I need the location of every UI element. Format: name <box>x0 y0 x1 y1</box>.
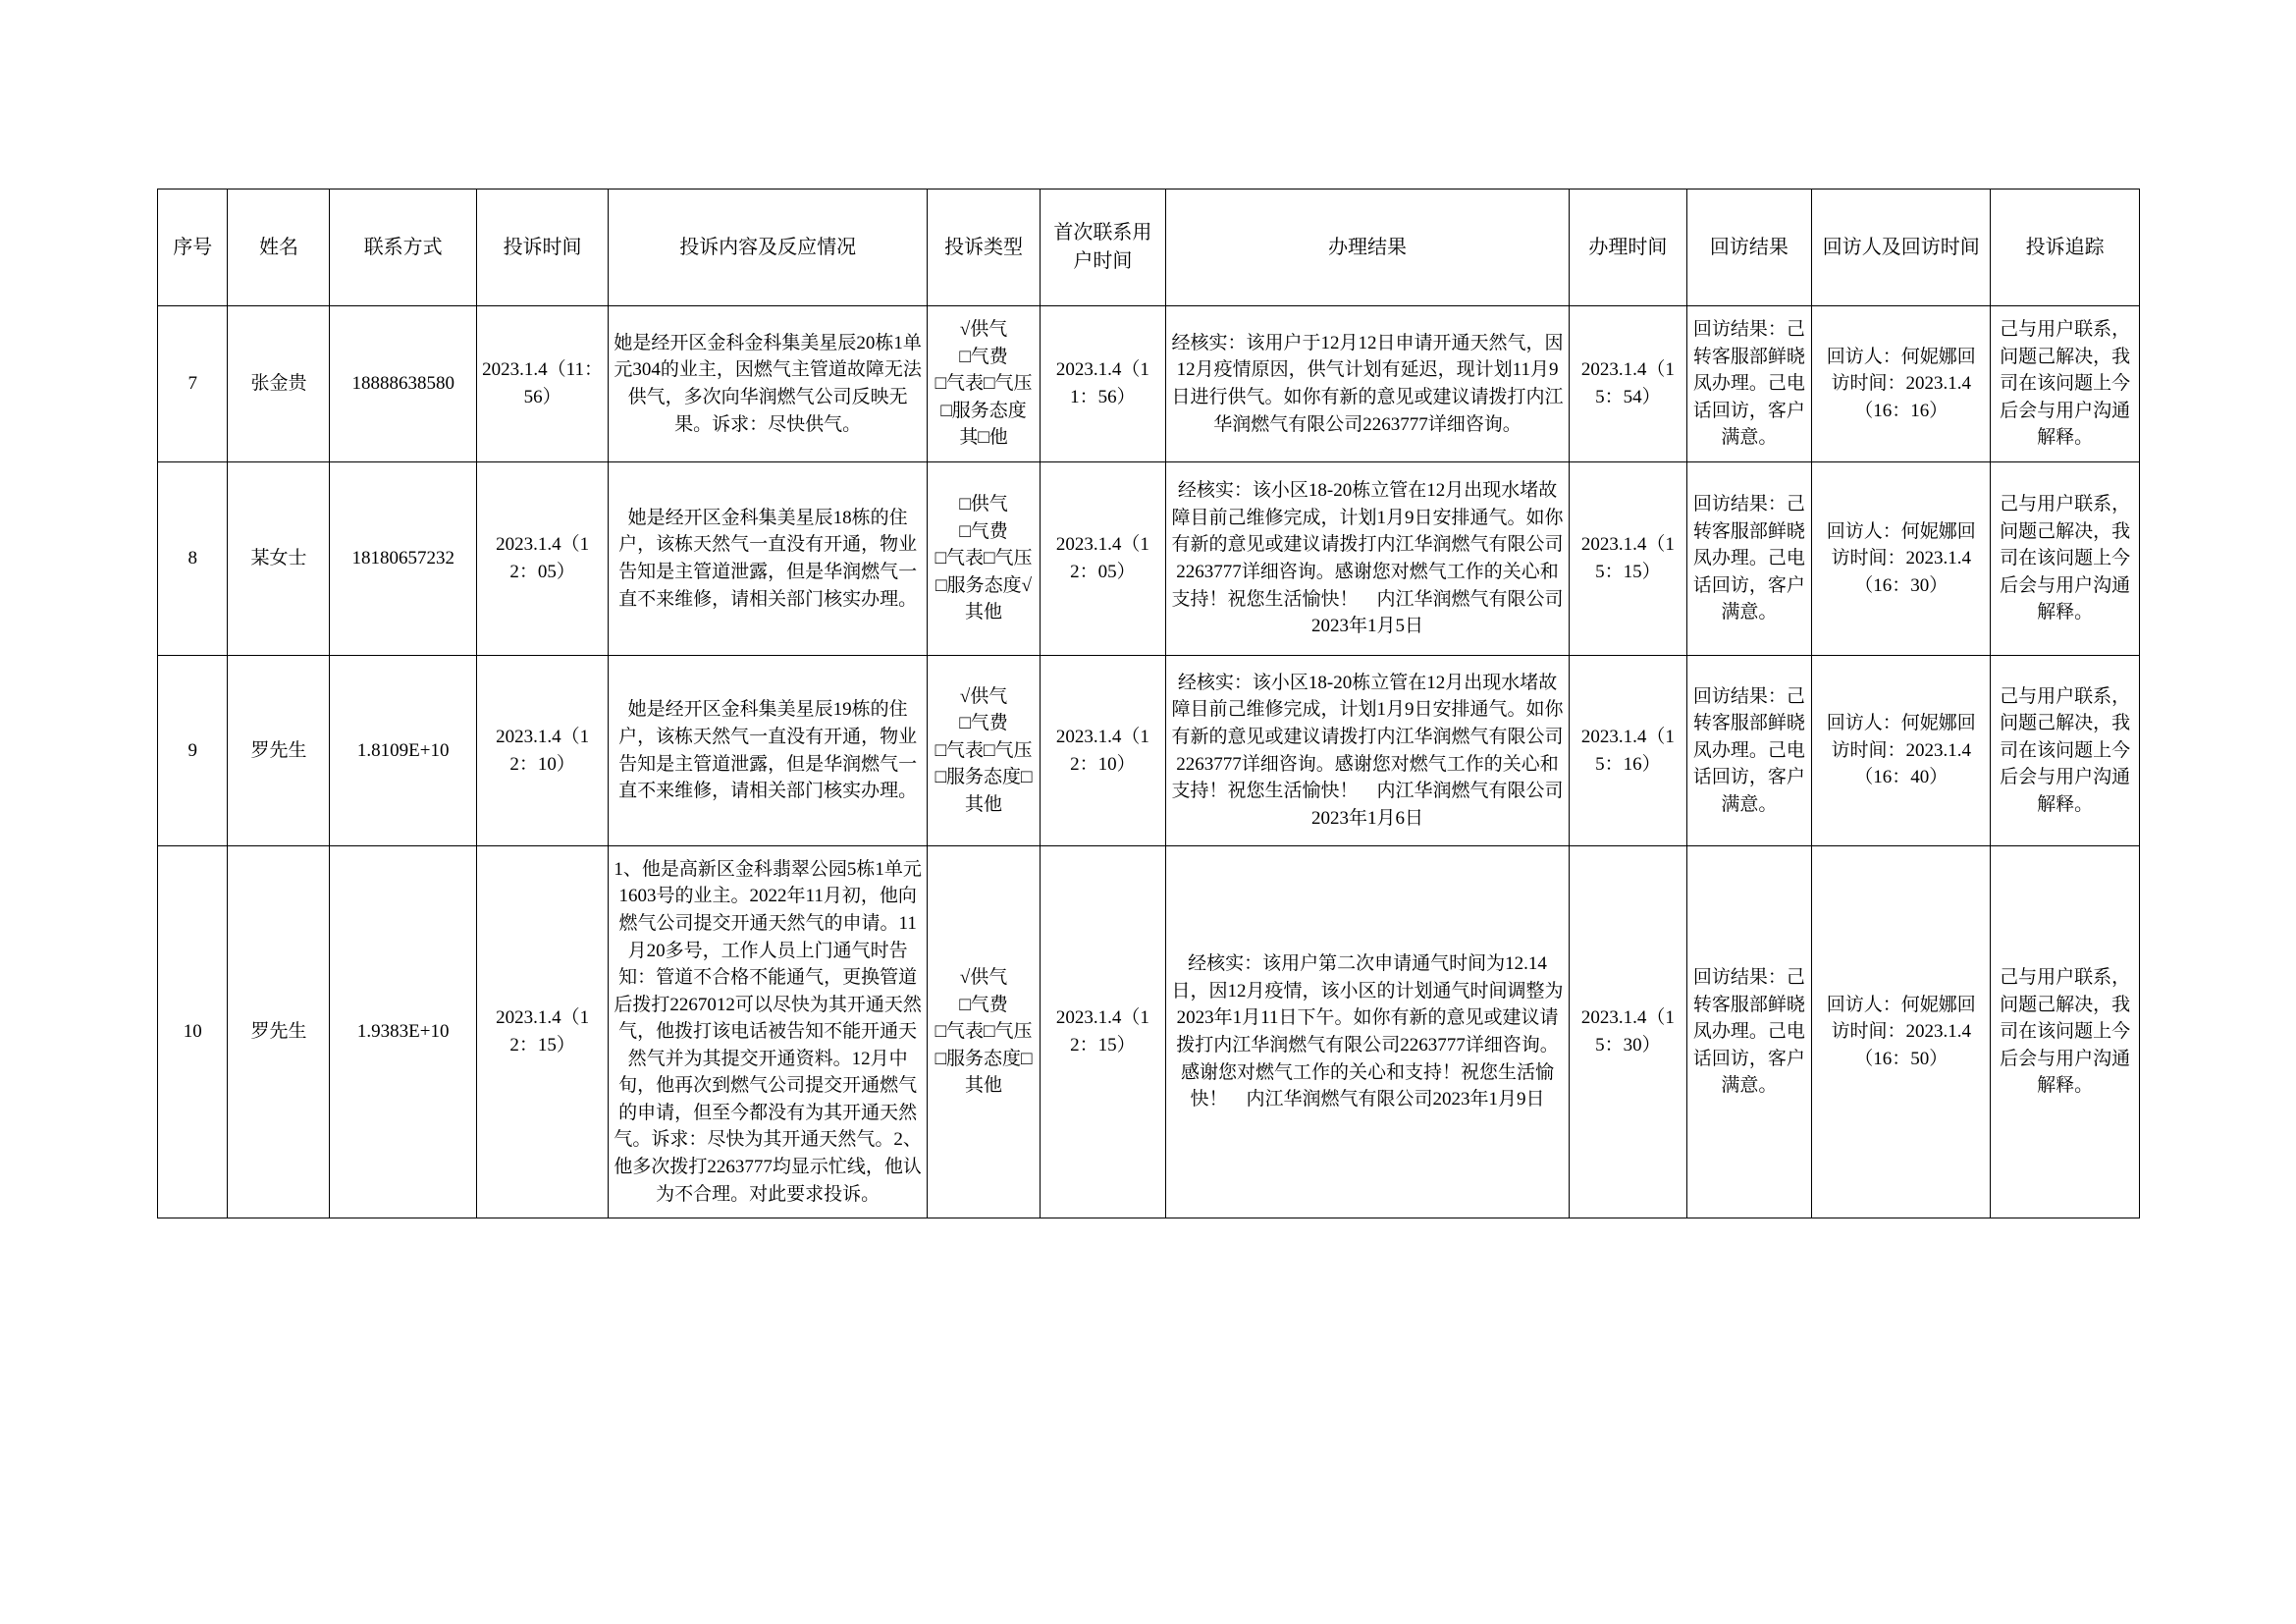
cell-handle-time: 2023.1.4（15：30） <box>1570 846 1686 1218</box>
cell-complaint-time: 2023.1.4（11：56） <box>476 306 608 462</box>
header-seq: 序号 <box>158 189 228 306</box>
type-option: □气表□气压 □服务态度□其他 <box>934 739 1033 815</box>
cell-result: 经核实：该用户于12月12日申请开通天然气，因12月疫情原因，供气计划有延迟，现计划11月9日进行供气。如你有新的意见或建议请拨打内江华润燃气有限公司2263777详细咨询。 <box>1165 306 1570 462</box>
header-first-contact-time: 首次联系用户时间 <box>1040 189 1165 306</box>
type-option: □气费 <box>959 994 1008 1015</box>
header-result: 办理结果 <box>1165 189 1570 306</box>
cell-complaint-time: 2023.1.4（12：05） <box>476 462 608 656</box>
type-option: □气表□气压 □服务态度√其他 <box>934 548 1033 623</box>
cell-handle-time: 2023.1.4（15：16） <box>1570 656 1686 846</box>
cell-phone: 1.9383E+10 <box>330 846 476 1218</box>
header-handle-time: 办理时间 <box>1570 189 1686 306</box>
cell-name: 罗先生 <box>228 656 330 846</box>
complaints-table <box>157 189 2140 1218</box>
cell-result: 经核实：该小区18-20栋立管在12月出现水堵故障目前己维修完成，计划1月9日安排通气。如你有新的意见或建议请拨打内江华润燃气有限公司2263777详细咨询。感谢您对燃气工作的关心和支持！祝您生活愉快！ 内江华润燃气有限公司2023年1月6日 <box>1165 656 1570 846</box>
header-content: 投诉内容及反应情况 <box>609 189 928 306</box>
cell-type <box>928 846 1041 1218</box>
cell-seq: 9 <box>158 656 228 846</box>
cell-visitor-time: 回访人：何妮娜回访时间：2023.1.4（16：50） <box>1812 846 1991 1218</box>
cell-trace: 己与用户联系，问题己解决，我司在该问题上今后会与用户沟通解释。 <box>1991 846 2140 1218</box>
cell-visit-result: 回访结果：己转客服部鲜晓凤办理。己电话回访，客户满意。 <box>1686 462 1812 656</box>
type-option: √供气 <box>959 319 1008 341</box>
cell-phone: 18888638580 <box>330 306 476 462</box>
cell-trace: 己与用户联系，问题己解决，我司在该问题上今后会与用户沟通解释。 <box>1991 462 2140 656</box>
header-type: 投诉类型 <box>928 189 1041 306</box>
header-trace: 投诉追踪 <box>1991 189 2140 306</box>
cell-trace: 己与用户联系，问题己解决，我司在该问题上今后会与用户沟通解释。 <box>1991 306 2140 462</box>
cell-content: 她是经开区金科金科集美星辰20栋1单元304的业主，因燃气主管道故障无法供气，多次向华润燃气公司反映无果。诉求：尽快供气。 <box>609 306 928 462</box>
cell-content: 1、他是高新区金科翡翠公园5栋1单元1603号的业主。2022年11月初，他向燃气公司提交开通天然气的申请。11月20多号，工作人员上门通气时告知：管道不合格不能通气，更换管道后拨打2267012可以尽快为其开通天然气，他拨打该电话被告知不能开通天然气并为其提交开通资料。12月中旬，他再次到燃气公司提交开通燃气的申请，但至今都没有为其开通天然气。诉求：尽快为其开通天然气。2、他多次拨打2263777均显示忙线，他认为不合理。对此要求投诉。 <box>609 846 928 1218</box>
table-row <box>158 462 2140 656</box>
cell-visit-result: 回访结果：己转客服部鲜晓凤办理。己电话回访，客户满意。 <box>1686 656 1812 846</box>
cell-type <box>928 462 1041 656</box>
cell-seq: 8 <box>158 462 228 656</box>
cell-handle-time: 2023.1.4（15：15） <box>1570 462 1686 656</box>
cell-visitor-time: 回访人：何妮娜回访时间：2023.1.4（16：16） <box>1812 306 1991 462</box>
type-option: □气表□气压 □服务态度其□他 <box>934 373 1033 449</box>
cell-trace: 己与用户联系，问题己解决，我司在该问题上今后会与用户沟通解释。 <box>1991 656 2140 846</box>
cell-seq: 7 <box>158 306 228 462</box>
cell-visit-result: 回访结果：己转客服部鲜晓凤办理。己电话回访，客户满意。 <box>1686 846 1812 1218</box>
type-option: □供气 <box>959 494 1008 515</box>
cell-first-contact-time: 2023.1.4（12：05） <box>1040 462 1165 656</box>
cell-complaint-time: 2023.1.4（12：15） <box>476 846 608 1218</box>
header-complaint-time: 投诉时间 <box>476 189 608 306</box>
cell-handle-time: 2023.1.4（15：54） <box>1570 306 1686 462</box>
cell-complaint-time: 2023.1.4（12：10） <box>476 656 608 846</box>
cell-phone: 1.8109E+10 <box>330 656 476 846</box>
table-row <box>158 306 2140 462</box>
cell-type <box>928 656 1041 846</box>
cell-first-contact-time: 2023.1.4（11：56） <box>1040 306 1165 462</box>
header-visitor-time: 回访人及回访时间 <box>1812 189 1991 306</box>
type-option: √供气 <box>959 967 1008 989</box>
cell-content: 她是经开区金科集美星辰18栋的住户，该栋天然气一直没有开通，物业告知是主管道泄露，但是华润燃气一直不来维修，请相关部门核实办理。 <box>609 462 928 656</box>
header-visit-result: 回访结果 <box>1686 189 1812 306</box>
table-row <box>158 846 2140 1218</box>
cell-first-contact-time: 2023.1.4（12：15） <box>1040 846 1165 1218</box>
cell-name: 张金贵 <box>228 306 330 462</box>
cell-visitor-time: 回访人：何妮娜回访时间：2023.1.4（16：40） <box>1812 656 1991 846</box>
table-row <box>158 656 2140 846</box>
type-option: □气费 <box>959 520 1008 542</box>
header-name: 姓名 <box>228 189 330 306</box>
header-phone: 联系方式 <box>330 189 476 306</box>
type-option: √供气 <box>959 685 1008 707</box>
cell-visit-result: 回访结果：己转客服部鲜晓凤办理。己电话回访，客户满意。 <box>1686 306 1812 462</box>
cell-result: 经核实：该小区18-20栋立管在12月出现水堵故障目前己维修完成，计划1月9日安排通气。如你有新的意见或建议请拨打内江华润燃气有限公司2263777详细咨询。感谢您对燃气工作的关心和支持！祝您生活愉快！ 内江华润燃气有限公司2023年1月5日 <box>1165 462 1570 656</box>
cell-seq: 10 <box>158 846 228 1218</box>
cell-visitor-time: 回访人：何妮娜回访时间：2023.1.4（16：30） <box>1812 462 1991 656</box>
cell-first-contact-time: 2023.1.4（12：10） <box>1040 656 1165 846</box>
cell-type <box>928 306 1041 462</box>
type-option: □气费 <box>959 346 1008 367</box>
cell-name: 某女士 <box>228 462 330 656</box>
cell-content: 她是经开区金科集美星辰19栋的住户，该栋天然气一直没有开通，物业告知是主管道泄露，但是华润燃气一直不来维修，请相关部门核实办理。 <box>609 656 928 846</box>
cell-result: 经核实：该用户第二次申请通气时间为12.14日，因12月疫情，该小区的计划通气时间调整为2023年1月11日下午。如你有新的意见或建议请拨打内江华润燃气有限公司2263777详细咨询。感谢您对燃气工作的关心和支持！祝您生活愉快！ 内江华润燃气有限公司2023年1月9日 <box>1165 846 1570 1218</box>
cell-name: 罗先生 <box>228 846 330 1218</box>
type-option: □气费 <box>959 713 1008 734</box>
type-option: □气表□气压 □服务态度□其他 <box>934 1021 1033 1097</box>
cell-phone: 18180657232 <box>330 462 476 656</box>
table-header-row <box>158 189 2140 306</box>
